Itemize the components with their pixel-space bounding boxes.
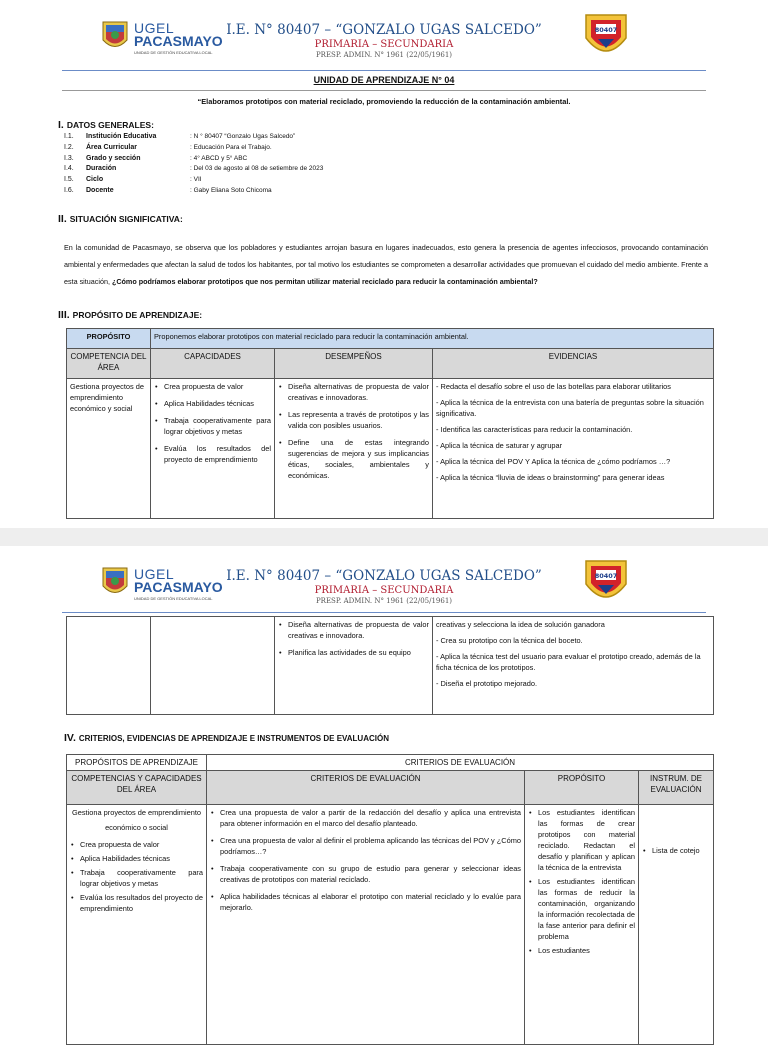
section-3-number: III. [58,309,70,321]
section-2-heading [58,213,183,225]
table-row [67,805,714,1045]
datos-generales-list [64,132,484,197]
list-item: - Aplica la técnica “lluvia de ideas o brainstorming” para generar ideas [436,473,665,482]
list-item: • Crea propuesta de valor [80,839,203,850]
section-2-number: II. [58,213,67,225]
list-item: - Aplica la técnica test del usuario para evaluar el prototipo creado, además de la ficha técnica de los prototipos. [436,652,701,672]
list-item: creativas y selecciona la idea de solución ganadora [436,620,605,629]
proposito-text-cell: Proponemos elaborar prototipos con material reciclado para reducir la contaminación ambiental. [151,329,714,349]
school-resolution: PRESP. ADMIN. N° 1961 (22/05/1961) [315,51,453,59]
col-header-criterios-top: CRITERIOS DE EVALUACIÓN [207,755,714,771]
table-row [67,379,714,519]
list-item: - Diseña el prototipo mejorado. [436,679,538,688]
list-item: - Crea su prototipo con la técnica del boceto. [436,636,583,645]
competencia-cell: Gestiona proyectos de emprendimiento económico y social [67,379,151,519]
list-item: • Define una de estas integrando sugerencias de mejora y sus implicancias éticas, sociales, ambientales y económicas. [288,437,429,481]
competencia-title: Gestiona proyectos de emprendimiento [72,808,201,817]
section-4-title: CRITERIOS, EVIDENCIAS DE APRENDIZAJE E INSTRUMENTOS DE EVALUACIÓN [78,734,389,743]
page-header [0,546,768,618]
datos-row: I.1. Institución Educativa : N ° 80407 “Gonzalo Ugas Salcedo” [64,133,296,140]
table-header-row [67,755,714,771]
section-1-number: I. [58,119,64,131]
col-header-capacidades: CAPACIDADES [151,349,275,379]
title-rule [62,90,706,91]
section-1-title: DATOS GENERALES: [66,120,154,130]
proposito-table [66,328,714,519]
evidencias-cell [433,617,714,715]
list-item: • Trabaja cooperativamente con su grupo de estudio para generar y seleccionar ideas creativas de prototipos con material reciclado. [220,863,521,885]
datos-row: I.4. Duración : Del 03 de agosto al 08 de setiembre de 2023 [64,165,324,173]
col-header-competencias: COMPETENCIAS Y CAPACIDADES DEL ÁREA [67,771,207,805]
list-item: - Identifica las características para reducir la contaminación. [436,425,633,434]
situacion-question: ¿Cómo podríamos elaborar prototipos que nos permitan utilizar material reciclado para reducir la contaminación ambiental? [111,277,538,286]
list-item: • Planifica las actividades de su equipo [288,647,429,658]
header-rule [62,70,706,71]
ugel-logo [100,564,224,606]
list-item: • Evalúa los resultados del proyecto de emprendimiento [80,892,203,914]
situacion-text: En la comunidad de Pacasmayo, se observa que los pobladores y estudiantes arrojan basura en lugares inadecuados, esto genera la presencia de agentes infecciosos, provocando contaminación ambiental y enfermedades que afectan la salud de todos los habitantes, por tal motivo los estudiantes se comprometen a desarrollar actividades que promuevan el cuidado del medio ambiente. Frente a esta situación, [64,243,708,286]
list-item: • Diseña alternativas de propuesta de valor creativas e innovadoras. [288,381,429,403]
section-2-title: SITUACIÓN SIGNIFICATIVA: [69,214,183,224]
list-item: • Lista de cotejo [652,845,710,856]
school-resolution: PRESP. ADMIN. N° 1961 (22/05/1961) [315,597,453,605]
ugel-shield-icon [100,20,130,54]
school-levels: PRIMARIA – SECUNDARIA [314,39,454,50]
datos-row: I.5. Ciclo : VII [64,176,202,184]
ugel-logo-tagline: UNIDAD DE GESTIÓN EDUCATIVA LOCAL [134,50,213,55]
col-header-instrumento: INSTRUM. DE EVALUACIÓN [639,771,714,805]
list-item: • Aplica Habilidades técnicas [80,853,203,864]
ugel-shield-icon [100,566,130,600]
desempenos-cell [275,379,433,519]
page-gap [0,528,768,546]
school-heading [224,22,544,60]
list-item: • Los estudiantes identifican las formas de reducir la contaminación, organizando la información recolectada de la fase anterior para definir el problema [538,876,635,942]
list-item: • Aplica Habilidades técnicas [164,398,271,409]
list-item: • Trabaja cooperativamente para lograr objetivos y metas [164,415,271,437]
section-4-heading [64,732,389,744]
proposito-table-continued [66,616,714,715]
list-item: • Trabaja cooperativamente para lograr objetivos y metas [80,867,203,889]
ugel-logo-line2: PACASMAYO [134,33,223,49]
page-header [0,0,768,72]
col-header-criterios: CRITERIOS DE EVALUACIÓN [207,771,525,805]
list-item: - Aplica la técnica del POV Y Aplica la técnica de ¿cómo podríamos …? [436,457,671,466]
list-item: - Redacta el desafío sobre el uso de las botellas para elaborar utilitarios [436,382,671,391]
unit-title: UNIDAD DE APRENDIZAJE N° 04 [313,75,455,85]
school-crest-icon [582,558,630,608]
capacidades-cell [151,379,275,519]
header-rule [62,612,706,613]
list-item: - Aplica la técnica de la entrevista con una batería de preguntas sobre la situación significativa. [436,398,704,418]
table-row [67,329,714,349]
unit-subtitle: “Elaboramos prototipos con material reciclado, promoviendo la reducción de la contaminación ambiental. [197,97,571,106]
evidencias-cell [433,379,714,519]
competencias-cell [67,805,207,1045]
list-item: • Diseña alternativas de propuesta de valor creativas e innovadora. [288,619,429,641]
section-3-title: PROPÓSITO DE APRENDIZAJE: [72,310,203,320]
school-name: I.E. N° 80407 – “GONZALO UGAS SALCEDO” [226,22,542,38]
competencia-subtitle: económico o social [105,823,168,832]
school-name: I.E. N° 80407 – “GONZALO UGAS SALCEDO” [226,568,542,584]
crest-number: 80407 [594,572,618,580]
ugel-logo-tagline: UNIDAD DE GESTIÓN EDUCATIVA LOCAL [134,596,213,601]
col-header-propositos: PROPÓSITOS DE APRENDIZAJE [67,755,207,771]
proposito-cell [525,805,639,1045]
criterios-table [66,754,714,1045]
col-header-competencia: COMPETENCIA DEL ÁREA [67,349,151,379]
section-1-heading [58,119,154,131]
list-item: • Las representa a través de prototipos y las valida con posibles usuarios. [288,409,429,431]
list-item: • Crea una propuesta de valor al definir el problema aplicando las técnicas del POV y ¿Cómo podríamos…? [220,835,521,857]
ugel-logo-line1: UGEL [134,20,175,36]
document-page-2 [0,546,768,1024]
datos-row: I.2. Área Curricular : Educación Para el Trabajo. [64,143,272,151]
col-header-evidencias: EVIDENCIAS [433,349,714,379]
list-item: - Aplica la técnica de saturar y agrupar [436,441,563,450]
list-item: • Crea propuesta de valor [164,381,271,392]
list-item: • Los estudiantes [538,945,635,956]
table-row [67,617,714,715]
desempenos-cell [275,617,433,715]
school-levels: PRIMARIA – SECUNDARIA [314,585,454,596]
ugel-logo-line2: PACASMAYO [134,579,223,595]
crest-number: 80407 [594,26,618,34]
criterios-cell [207,805,525,1045]
school-crest-icon [582,12,630,62]
datos-row: I.3. Grado y sección : 4° ABCD y 5° ABC [64,154,248,162]
list-item: • Crea una propuesta de valor a partir de la redacción del desafío y aplica una entrevista para obtener información en el marco del desafío planteado. [220,807,521,829]
empty-cell [151,617,275,715]
table-header-row [67,349,714,379]
empty-cell [67,617,151,715]
datos-row: I.6. Docente : Gaby Eliana Soto Chicoma [64,186,272,194]
col-header-proposito: PROPÓSITO [525,771,639,805]
section-3-heading [58,309,202,321]
instrumento-cell [639,805,714,1045]
list-item: • Los estudiantes identifican las formas de crear prototipos con material reciclado. Redactan el desafío y planifican y aplican la técnica de la entrevista [538,807,635,873]
situacion-paragraph [64,239,708,290]
col-header-desempenos: DESEMPEÑOS [275,349,433,379]
proposito-label-cell: PROPÓSITO [67,329,151,349]
section-4-number: IV. [64,732,76,744]
ugel-logo-line1: UGEL [134,566,175,582]
list-item: • Evalúa los resultados del proyecto de emprendimiento [164,443,271,465]
list-item: • Aplica habilidades técnicas al elaborar el prototipo con material reciclado y lo evalúe para mejorarlo. [220,891,521,913]
school-heading [224,568,544,606]
table-header-row [67,771,714,805]
ugel-logo [100,18,224,60]
